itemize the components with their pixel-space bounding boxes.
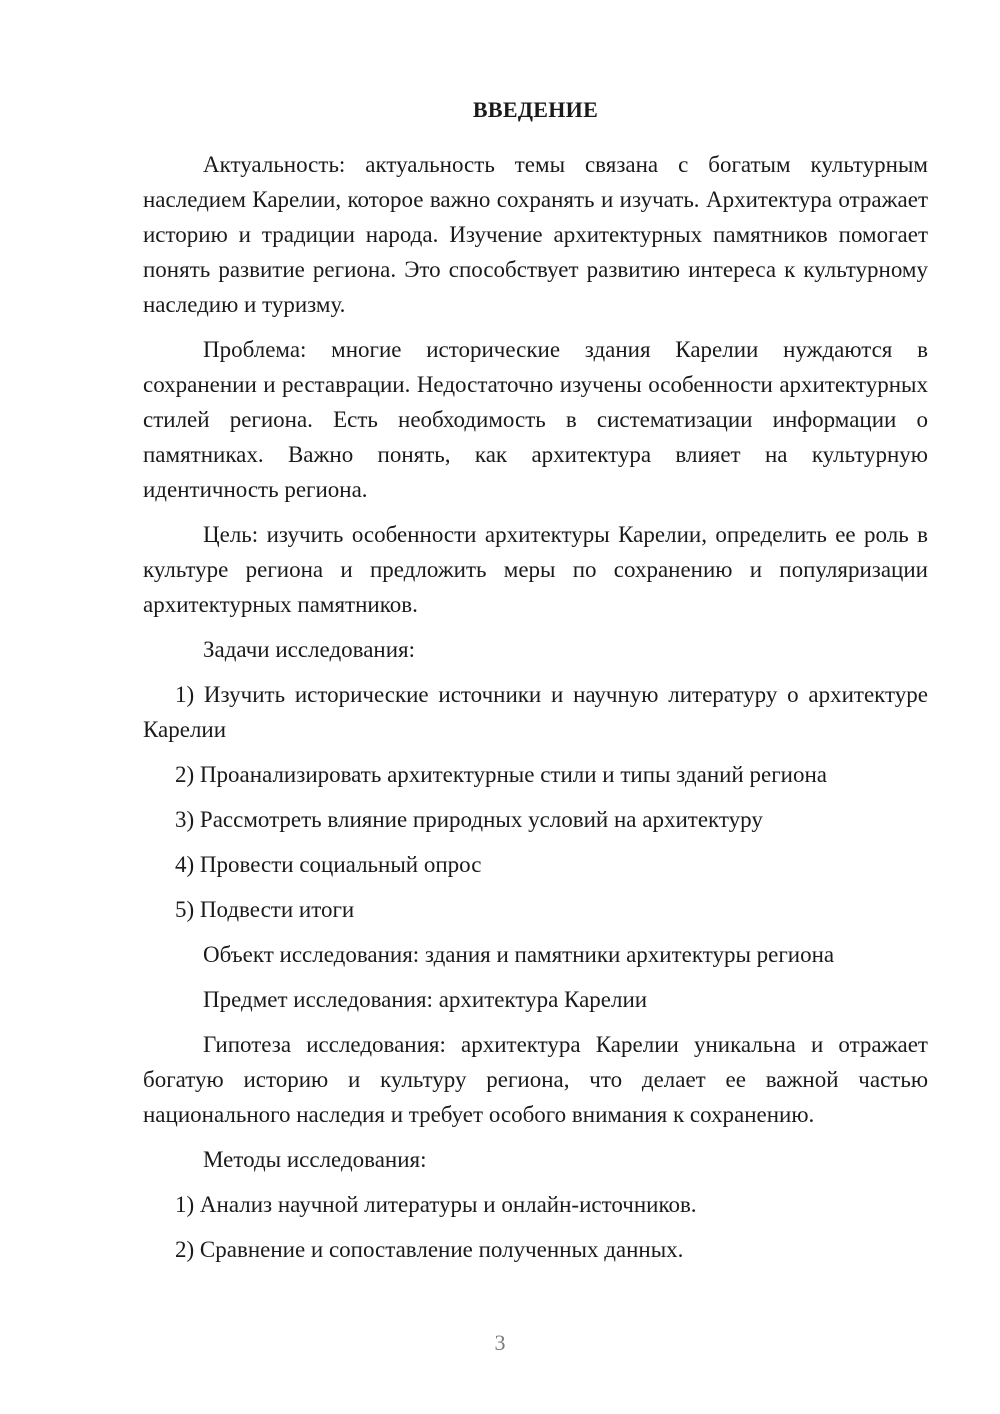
object-line: Объект исследования: здания и памятники архитектуры региона	[203, 942, 835, 967]
relevance-paragraph: Актуальность: актуальность темы связана с богатым культурным наследием Карелии, которое важно сохранять и изучать. Архитектура отражает историю и традиции народа. Изучение архитектурных памятников помогает понять развитие региона. Это способствует развитию интереса к культурному наследию и туризму.	[143, 152, 928, 317]
hypothesis-paragraph: Гипотеза исследования: архитектура Карелии уникальна и отражает богатую историю и культуру региона, что делает ее важной частью национального наследия и требует особого внимания к сохранению.	[143, 1032, 928, 1127]
methods-label: Методы исследования:	[203, 1147, 427, 1172]
task-item-4: 4) Провести социальный опрос	[175, 852, 482, 877]
subject-line: Предмет исследования: архитектура Карелии	[203, 987, 648, 1012]
page-number: 3	[494, 1330, 506, 1355]
method-item-1: 1) Анализ научной литературы и онлайн-источников.	[175, 1192, 697, 1217]
task-item-1: 1) Изучить исторические источники и научную литературу о архитектуре Карелии	[143, 682, 928, 742]
problem-paragraph: Проблема: многие исторические здания Карелии нуждаются в сохранении и реставрации. Недостаточно изучены особенности архитектурных стилей региона. Есть необходимость в систематизации информации о памятниках. Важно понять, как архитектура влияет на культурную идентичность региона.	[143, 337, 928, 502]
page-title: ВВЕДЕНИЕ	[472, 97, 599, 122]
goal-paragraph: Цель: изучить особенности архитектуры Карелии, определить ее роль в культуре региона и предложить меры по сохранению и популяризации архитектурных памятников.	[143, 522, 928, 617]
document-page	[143, 92, 928, 1267]
tasks-label: Задачи исследования:	[203, 637, 416, 662]
method-item-2: 2) Сравнение и сопоставление полученных данных.	[175, 1237, 684, 1262]
task-item-5: 5) Подвести итоги	[175, 897, 355, 922]
task-item-3: 3) Рассмотреть влияние природных условий на архитектуру	[175, 807, 763, 832]
task-item-2: 2) Проанализировать архитектурные стили и типы зданий региона	[175, 762, 827, 787]
